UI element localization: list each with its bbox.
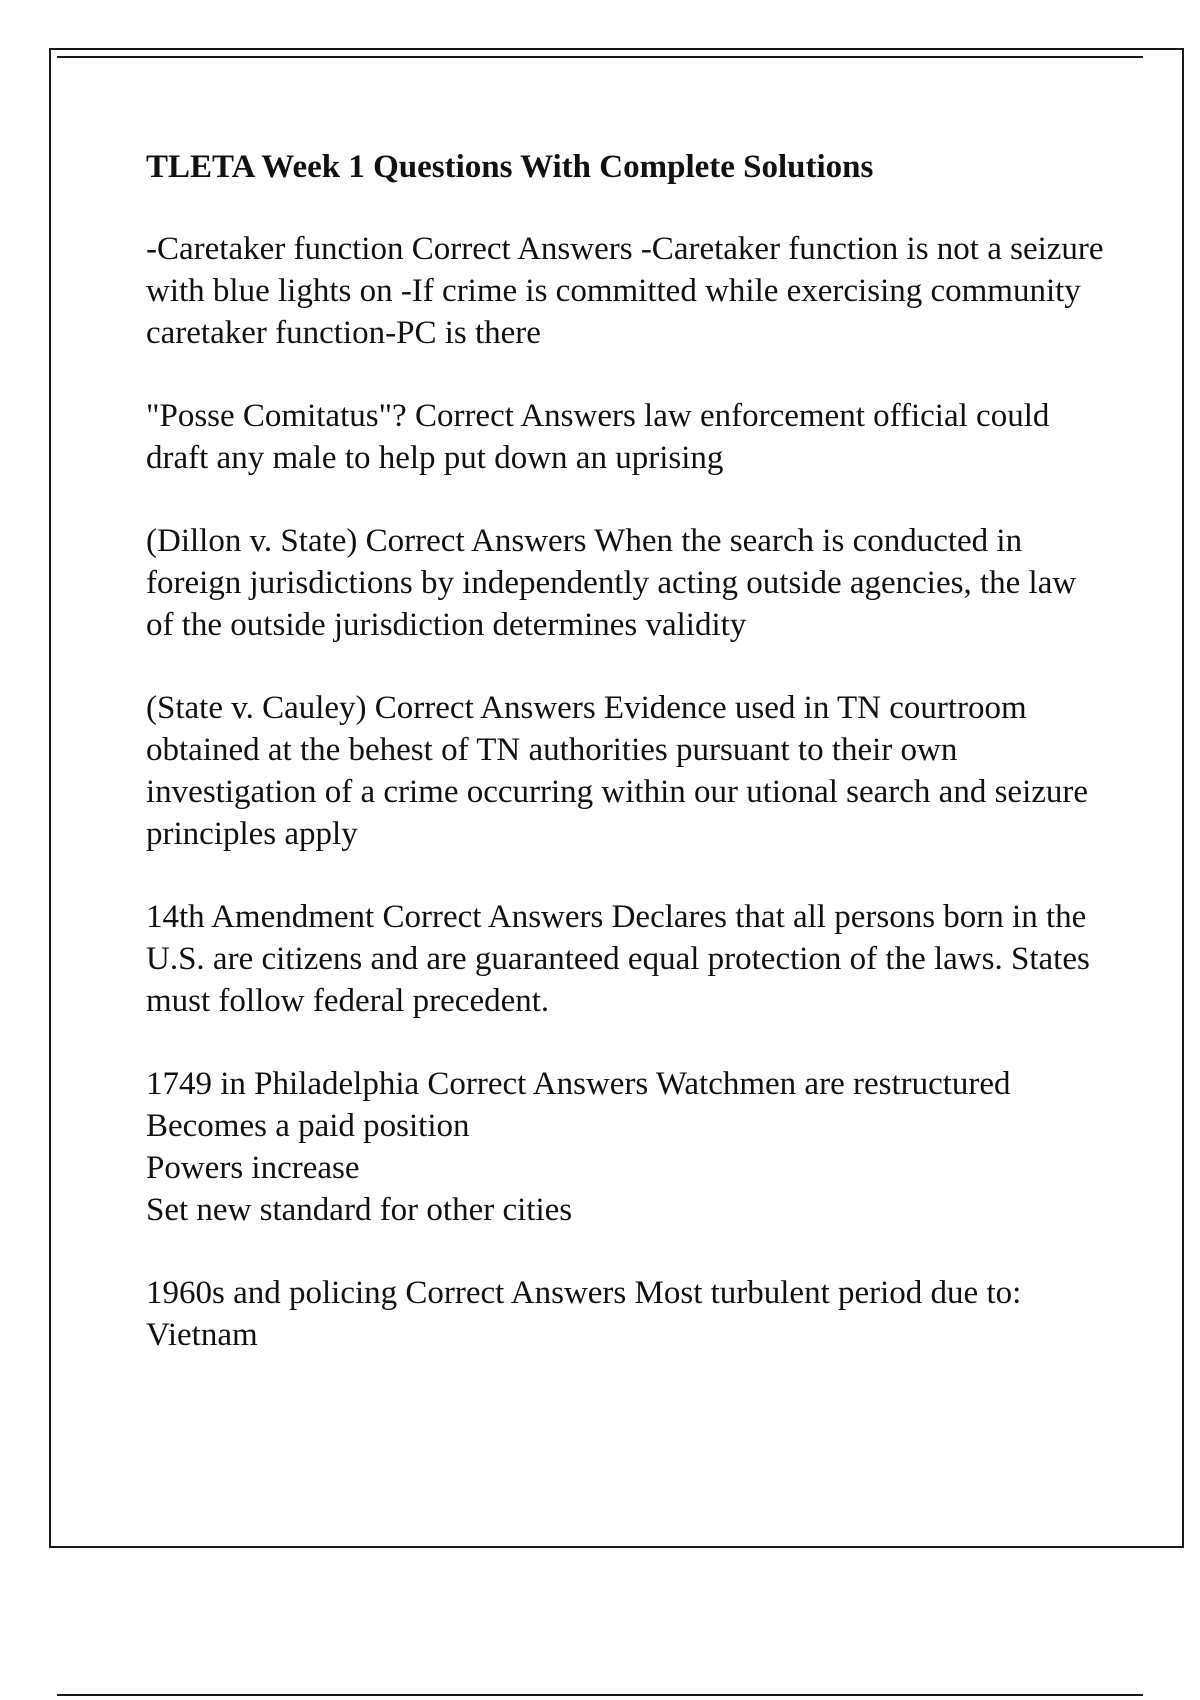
qa-entry-1960s-policing <box>146 1272 1106 1356</box>
qa-text: 1749 in Philadelphia Correct Answers Watchmen are restructured <box>146 1066 1011 1102</box>
qa-entry-1749-philadelphia <box>146 1063 1106 1231</box>
qa-text: -Caretaker function Correct Answers -Caretaker function is not a seizure with blue lights on -If crime is committed while exercising community caretaker function-PC is there <box>146 231 1104 351</box>
qa-text: 1960s and policing Correct Answers Most turbulent period due to: <box>146 1275 1022 1311</box>
qa-answer-line: Vietnam <box>146 1317 258 1353</box>
document-title: TLETA Week 1 Questions With Complete Solutions <box>146 149 874 185</box>
qa-entry-caretaker-function <box>146 228 1106 354</box>
footer-rule <box>57 1694 1143 1696</box>
qa-text: 14th Amendment Correct Answers Declares that all persons born in the U.S. are citizens and are guaranteed equal protection of the laws. States must follow federal precedent. <box>146 899 1090 1019</box>
qa-text: (State v. Cauley) Correct Answers Evidence used in TN courtroom obtained at the behest of TN authorities pursuant to their own investigation of a crime occurring within our utional search and seizure principles apply <box>146 690 1089 852</box>
qa-entry-14th-amendment <box>146 896 1106 1022</box>
qa-text: (Dillon v. State) Correct Answers When the search is conducted in foreign jurisdictions by independently acting outside agencies, the law of the outside jurisdiction determines validity <box>146 523 1077 643</box>
qa-answer-line: Powers increase <box>146 1150 360 1186</box>
document-body <box>146 146 1106 1397</box>
qa-text: "Posse Comitatus"? Correct Answers law enforcement official could draft any male to help put down an uprising <box>146 398 1050 476</box>
qa-entry-state-v-cauley <box>146 687 1106 855</box>
qa-answer-line: Becomes a paid position <box>146 1108 470 1144</box>
qa-entry-posse-comitatus <box>146 395 1106 479</box>
qa-entry-dillon-v-state <box>146 520 1106 646</box>
qa-answer-line: Set new standard for other cities <box>146 1192 573 1228</box>
